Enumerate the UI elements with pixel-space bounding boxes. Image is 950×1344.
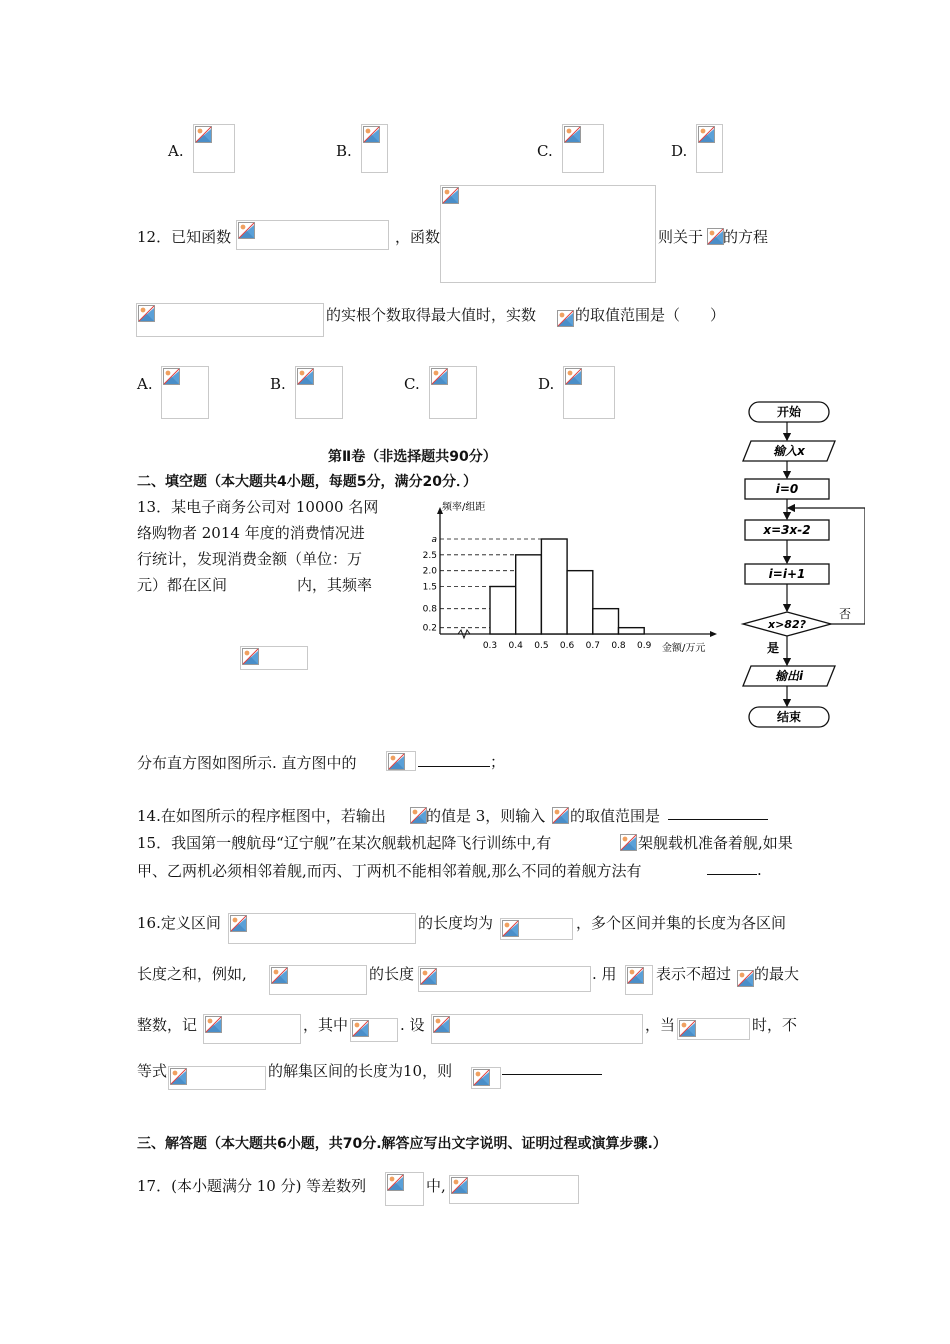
broken-image-icon <box>451 1177 468 1194</box>
broken-image-icon <box>433 1016 450 1033</box>
formula-image <box>386 751 416 771</box>
start-label: 开始 <box>776 405 802 419</box>
q16-l3-a: 整数，记 <box>137 1016 198 1034</box>
q16-l3-c: . 设 <box>400 1016 425 1034</box>
histogram-bar <box>619 628 645 634</box>
x-tick-label: 0.8 <box>611 641 626 651</box>
broken-image-icon <box>564 126 581 143</box>
q16-l2-c: . 用 <box>592 965 617 983</box>
q13-tail-end: ； <box>490 753 506 771</box>
x-tick-label: 0.9 <box>637 641 652 651</box>
histogram-bar <box>593 609 619 634</box>
broken-image-icon <box>352 1020 369 1037</box>
formula-image <box>625 965 653 995</box>
y-axis-label: 频率/组距 <box>442 502 486 513</box>
q14-text-a: 14.在如图所示的程序框图中，若输出 <box>137 807 386 825</box>
x-tick-label: 0.4 <box>508 641 523 651</box>
q16-l4-a: 等式 <box>137 1062 168 1080</box>
broken-image-icon <box>737 970 754 987</box>
broken-image-icon <box>271 967 288 984</box>
q12-option-a-label: A. <box>137 375 153 393</box>
q13-line: 行统计，发现消费金额（单位：万 <box>137 550 363 568</box>
q12-text-mid: ，函数 <box>395 228 441 246</box>
q12-line2-text-b: 的取值范围是（ ） <box>575 306 726 324</box>
q13-line4-tail: 内，其频率 <box>297 576 373 594</box>
end-label: 结束 <box>776 710 802 724</box>
formula-image <box>236 220 389 250</box>
q16-l3-d: ，当 <box>645 1016 676 1034</box>
x-tick-label: 0.7 <box>585 641 600 651</box>
broken-image-icon <box>707 228 724 245</box>
formula-image <box>136 303 324 337</box>
q15-line1-b: 架舰载机准备着舰,如果 <box>638 834 793 852</box>
q16-l2-a: 长度之和，例如, <box>137 965 247 983</box>
broken-image-icon <box>195 126 212 143</box>
answer-blank <box>418 752 490 767</box>
formula-image <box>696 124 723 173</box>
broken-image-icon <box>442 187 459 204</box>
broken-image-icon <box>410 807 427 824</box>
formula-image <box>193 124 235 173</box>
formula-image <box>620 834 636 851</box>
q16-l2-d: 表示不超过 <box>656 965 732 983</box>
histogram-bar <box>516 555 542 634</box>
step1-label: x=3x-2 <box>763 523 811 537</box>
q15-line2-end: . <box>757 861 762 879</box>
broken-image-icon <box>388 753 405 770</box>
q12-text-tail2: 的方程 <box>723 228 769 246</box>
q13-text-block <box>137 494 378 598</box>
q16-l2-e: 的最大 <box>754 965 800 983</box>
yes-label: 是 <box>767 641 780 655</box>
q12-text-prefix: 12．已知函数 <box>137 228 232 246</box>
q16-l1-c: ，多个区间并集的长度为各区间 <box>576 914 787 932</box>
init-label: i=0 <box>775 482 799 496</box>
histogram-bar <box>490 587 516 635</box>
answer-blank <box>502 1060 602 1075</box>
answer-blank <box>668 805 768 820</box>
q16-l1-a: 16.定义区间 <box>137 914 221 932</box>
formula-image <box>418 966 591 992</box>
q16-l2-b: 的长度 <box>369 965 415 983</box>
q11-option-c-label: C. <box>537 142 553 160</box>
q16-l3-b: ，其中 <box>303 1016 349 1034</box>
section3-heading: 三、解答题（本大题共6小题，共70分.解答应写出文字说明、证明过程或演算步骤.） <box>137 1136 667 1152</box>
formula-image <box>269 965 367 995</box>
q12-text-tail1: 则关于 <box>658 228 704 246</box>
formula-image <box>385 1172 424 1206</box>
formula-image <box>562 124 604 173</box>
input-label: 输入x <box>773 444 805 458</box>
histogram-bar <box>567 571 593 634</box>
formula-image <box>500 918 573 940</box>
q12-line2-text-a: 的实根个数取得最大值时，实数 <box>326 306 537 324</box>
volume-title: 第Ⅱ卷（非选择题共90分） <box>328 449 497 465</box>
y-tick-label: 1.5 <box>422 582 437 593</box>
broken-image-icon <box>431 368 448 385</box>
x-tick-label: 0.3 <box>482 641 498 651</box>
x-tick-label: 0.6 <box>559 641 575 651</box>
broken-image-icon <box>205 1016 222 1033</box>
q13-line: 络购物者 2014 年度的消费情况进 <box>137 524 365 542</box>
answer-blank <box>707 860 757 875</box>
q13-line <box>137 572 378 598</box>
formula-image <box>350 1018 398 1042</box>
broken-image-icon <box>387 1174 404 1191</box>
formula-image <box>361 124 388 173</box>
broken-image-icon <box>163 368 180 385</box>
q13-tail-text: 分布直方图如图所示. 直方图中的 <box>137 754 357 772</box>
broken-image-icon <box>565 368 582 385</box>
broken-image-icon <box>679 1020 696 1037</box>
q12-option-c-label: C. <box>404 375 420 393</box>
broken-image-icon <box>230 915 247 932</box>
formula-image <box>440 185 656 283</box>
broken-image-icon <box>170 1068 187 1085</box>
condition-label: x>82? <box>767 618 807 631</box>
q11-option-a-label: A. <box>168 142 184 160</box>
step2-label: i=i+1 <box>768 567 806 581</box>
y-tick-label: 2.0 <box>422 566 437 577</box>
formula-image <box>429 366 477 419</box>
formula-image <box>431 1014 643 1044</box>
y-tick-label: a <box>431 535 437 545</box>
q11-option-b-label: B. <box>336 142 352 160</box>
broken-image-icon <box>297 368 314 385</box>
broken-image-icon <box>552 807 569 824</box>
output-label: 输出i <box>774 669 804 683</box>
broken-image-icon <box>238 222 255 239</box>
formula-image <box>737 970 753 987</box>
formula-image <box>563 366 615 419</box>
formula-image <box>557 310 574 327</box>
q16-l1-b: 的长度均为 <box>418 914 494 932</box>
q12-option-d-label: D. <box>538 375 555 393</box>
broken-image-icon <box>620 834 637 851</box>
q16-l4-b: 的解集区间的长度为10，则 <box>268 1062 453 1080</box>
q17-text-b: 中, <box>426 1177 446 1195</box>
formula-image <box>228 913 416 944</box>
formula-image <box>471 1067 501 1089</box>
y-tick-label: 2.5 <box>422 550 437 561</box>
histogram-chart <box>410 496 725 661</box>
x-axis-label: 金额/万元 <box>662 643 706 654</box>
broken-image-icon <box>627 967 644 984</box>
no-label: 否 <box>839 607 852 621</box>
flowchart <box>735 398 865 728</box>
broken-image-icon <box>698 126 715 143</box>
formula-image <box>168 1066 266 1090</box>
broken-image-icon <box>363 126 380 143</box>
broken-image-icon <box>138 305 155 322</box>
formula-image <box>410 807 424 824</box>
formula-image <box>295 366 343 419</box>
formula-image <box>240 646 308 670</box>
broken-image-icon <box>420 968 437 985</box>
q14-text-c: 的取值范围是 <box>570 807 661 825</box>
q17-text-a: 17．(本小题满分 10 分) 等差数列 <box>137 1177 367 1195</box>
q15-line1-a: 15．我国第一艘航母“辽宁舰”在某次舰载机起降飞行训练中,有 <box>137 834 552 852</box>
x-axis-arrow <box>710 631 717 637</box>
q13-line: 13．某电子商务公司对 10000 名网 <box>137 498 379 516</box>
section2-heading: 二、填空题（本大题共4小题，每题5分，满分20分．） <box>137 474 477 490</box>
q14-text-b: 的值是 3，则输入 <box>426 807 546 825</box>
histogram-bar <box>541 539 567 634</box>
formula-image <box>677 1018 750 1040</box>
q12-option-b-label: B. <box>270 375 286 393</box>
q15-line2: 甲、乙两机必须相邻着舰,而丙、丁两机不能相邻着舰,那么不同的着舰方法有 <box>137 862 642 880</box>
q16-l3-e: 时，不 <box>752 1016 798 1034</box>
formula-image <box>161 366 209 419</box>
broken-image-icon <box>242 648 259 665</box>
formula-image <box>707 228 723 244</box>
y-tick-label: 0.2 <box>422 623 437 634</box>
formula-image <box>449 1175 579 1204</box>
q13-line4-start: 元）都在区间 <box>137 576 228 594</box>
formula-image <box>552 807 569 824</box>
q11-option-d-label: D. <box>671 142 688 160</box>
formula-image <box>203 1014 301 1044</box>
x-tick-label: 0.5 <box>534 641 549 651</box>
broken-image-icon <box>557 310 574 327</box>
broken-image-icon <box>473 1069 490 1086</box>
broken-image-icon <box>502 920 519 937</box>
y-tick-label: 0.8 <box>422 604 437 615</box>
